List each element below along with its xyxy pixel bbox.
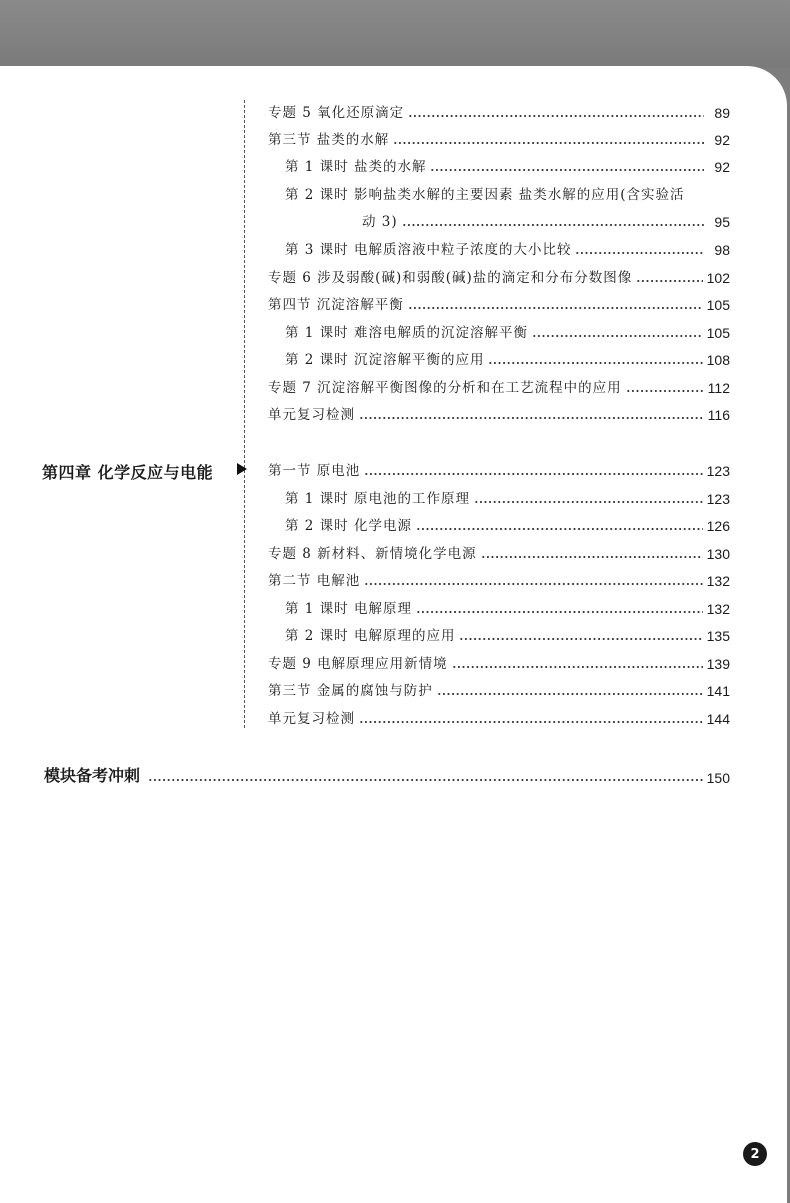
toc-entry-continuation[interactable] [362,207,730,231]
toc-entry[interactable] [285,235,730,259]
toc-entry-title: 第三节 金属的腐蚀与防护 [268,683,433,699]
leader-dots [459,638,702,640]
toc-entry-title: 第 1 课时 盐类的水解 [285,159,427,175]
toc-entry-title: 专题 6 涉及弱酸(碱)和弱酸(碱)盐的滴定和分布分数图像 [268,270,633,286]
toc-entry-page: 132 [706,601,730,617]
toc-entry-title: 第 2 课时 化学电源 [285,518,412,534]
toc-entry[interactable] [268,373,730,397]
leader-dots [364,583,702,585]
leader-dots [408,307,703,309]
toc-entry[interactable] [285,318,730,342]
module-entry[interactable] [44,764,730,786]
leader-dots [393,142,704,144]
toc-entry-page: 116 [707,407,730,423]
leader-dots [626,390,704,392]
toc-entry[interactable] [285,594,730,618]
toc-entry-page: 89 [714,105,730,121]
toc-divider [244,100,245,728]
toc-entry-page: 105 [706,325,730,341]
toc-entry[interactable] [285,345,730,369]
leader-dots [575,252,704,254]
toc-entry-title: 专题 5 氧化还原滴定 [268,105,405,121]
scan-top-band [0,0,790,68]
toc-entry-page: 92 [714,159,730,175]
leader-dots [430,169,704,171]
leader-dots [408,115,704,117]
toc-entry-title: 第 3 课时 电解质溶液中粒子浓度的大小比较 [285,242,572,258]
leader-dots [452,666,703,668]
toc-entry-page: 144 [706,711,730,727]
toc-entry-page: 112 [707,380,730,396]
module-title: 模块备考冲刺 [44,766,141,785]
toc-entry[interactable] [268,98,730,122]
leader-dots [148,779,703,781]
toc-entry[interactable] [268,566,730,590]
toc-entry-title: 第 1 课时 电解原理 [285,601,412,617]
toc-entry[interactable] [268,676,730,700]
toc-entry[interactable] [268,456,730,480]
toc-entry-page: 141 [706,683,730,699]
toc-entry-page: 123 [706,491,730,507]
toc-entry[interactable] [268,125,730,149]
toc-entry-title: 动 3) [362,214,398,230]
toc-entry-title: 专题 9 电解原理应用新情境 [268,656,448,672]
toc-entry-page: 95 [714,214,730,230]
leader-dots [364,473,702,475]
toc-entry[interactable] [285,152,730,176]
page-number-badge: 2 [743,1142,767,1166]
toc-entry-title: 第三节 盐类的水解 [268,132,390,148]
toc-entry-title: 单元复习检测 [268,407,355,423]
toc-entry-page: 126 [706,518,730,534]
toc-entry[interactable] [285,621,730,645]
toc-entry-page: 98 [714,242,730,258]
leader-dots [416,528,703,530]
module-page: 150 [706,770,730,786]
toc-entry[interactable] [268,400,730,424]
toc-entry-page: 130 [706,546,730,562]
toc-entry-title: 专题 7 沉淀溶解平衡图像的分析和在工艺流程中的应用 [268,380,622,396]
leader-dots [416,611,703,613]
toc-entry-title: 第 1 课时 原电池的工作原理 [285,491,470,507]
toc-entry-title: 第 2 课时 电解原理的应用 [285,628,456,644]
leader-dots [474,501,703,503]
toc-entry-title: 第四节 沉淀溶解平衡 [268,297,404,313]
toc-entry[interactable] [268,539,730,563]
leader-dots [437,693,703,695]
toc-entry-title: 第 2 课时 沉淀溶解平衡的应用 [285,352,485,368]
leader-dots [481,556,703,558]
toc-entry-title: 第 1 课时 难溶电解质的沉淀溶解平衡 [285,325,528,341]
toc-entry-title: 第 2 课时 影响盐类水解的主要因素 盐类水解的应用(含实验活 [285,187,685,203]
toc-entry[interactable] [285,484,730,508]
toc-entry-page: 102 [706,270,730,286]
toc-entry-page: 135 [706,628,730,644]
toc-entry-page: 139 [706,656,730,672]
toc-entry-page: 108 [706,352,730,368]
toc-entry[interactable] [268,290,730,314]
toc-entry-title: 第二节 电解池 [268,573,361,589]
leader-dots [359,417,704,419]
toc-entry-page: 123 [706,463,730,479]
chapter4-heading [42,460,213,483]
toc-entry[interactable] [285,511,730,535]
chapter4-title: 第四章 化学反应与电能 [42,463,214,482]
toc-entry[interactable] [268,649,730,673]
toc-entry-page: 132 [706,573,730,589]
toc-entry-page: 92 [714,132,730,148]
toc-entry-title: 第一节 原电池 [268,463,361,479]
leader-dots [488,362,702,364]
toc-entry[interactable] [285,180,730,204]
leader-dots [532,335,703,337]
toc-entry-title: 专题 8 新材料、新情境化学电源 [268,546,477,562]
leader-dots [636,280,702,282]
triangle-arrow-icon [237,463,247,475]
toc-entry[interactable] [268,263,730,287]
toc-entry[interactable] [268,704,730,728]
leader-dots [359,721,703,723]
leader-dots [402,224,704,226]
toc-entry-page: 105 [706,297,730,313]
toc-entry-title: 单元复习检测 [268,711,355,727]
